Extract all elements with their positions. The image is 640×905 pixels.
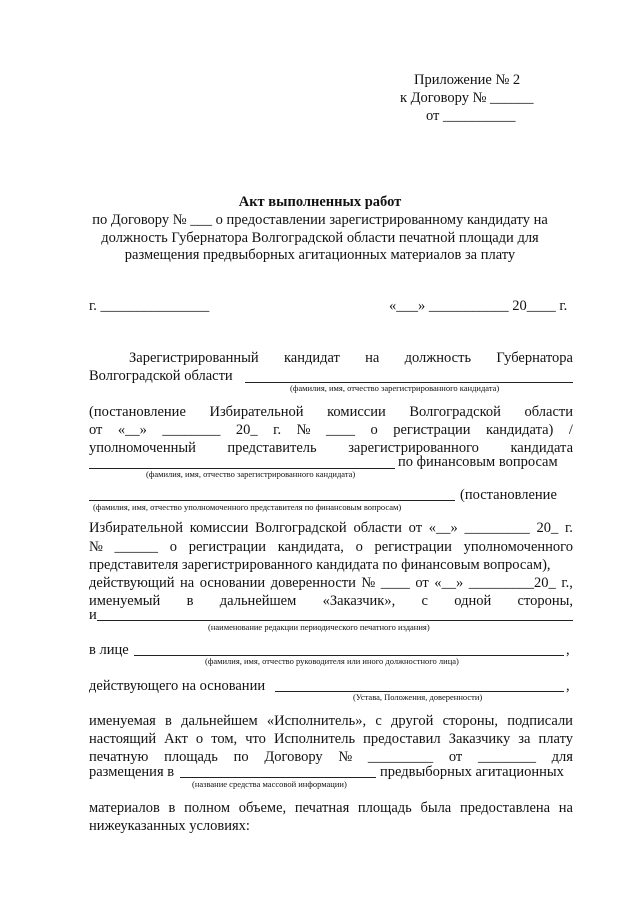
word: предоставил [363,731,441,747]
word: на [558,800,573,816]
word: о [195,731,204,747]
word: комиссии [189,520,249,536]
paragraph-1-line-1 [129,349,573,367]
word: в [165,713,172,729]
word: _________ [367,749,434,765]
word: ____ [325,422,355,438]
word: «Заказчик», [322,593,396,609]
paragraph-4-line-4a: размещения в [89,764,175,780]
word: том, [211,731,238,747]
word: области [353,520,402,536]
word: на [180,575,195,591]
word: ________ [162,422,221,438]
word: площадь [164,749,218,765]
media-outlet-line [180,777,376,778]
word: представитель [227,440,317,456]
word: (постановление [89,404,186,420]
word: № [361,575,376,591]
comma-1: , [566,642,570,658]
caption-candidate-name-2: (фамилия, имя, отчество зарегистрированного кандидата) [146,469,356,479]
caption-basis: (Устава, Положения, доверенности) [353,692,483,702]
word: на [365,350,380,366]
media-name-line [97,620,573,621]
word: _________ [464,520,530,536]
word: № [89,539,103,555]
act-subtitle-line-2: должность Губернатора Волгоградской области печатной площади для [101,230,539,246]
word: «__» [434,575,464,591]
paragraph-2-line-5: (постановление [460,487,557,503]
word: ____ [380,575,410,591]
in-person-label: в лице [89,642,129,658]
word: Избирательной [209,404,304,420]
paragraph-1-line-2: Волгоградской области [89,368,233,384]
word: от [89,422,103,438]
word: зарегистрированного [348,440,479,456]
caption-media-outlet: (название средства массовой информации) [192,779,347,789]
word: именуемая [89,713,156,729]
acting-basis-label: действующего на основании [89,678,266,694]
caption-head-name: (фамилия, имя, отчество руководителя или иного должностного лица) [205,656,459,666]
paragraph-3-line-5 [89,592,573,610]
word: что [245,731,266,747]
word: для [551,749,573,765]
word: № [338,749,353,765]
word: должность [404,350,472,366]
word: другой [391,713,434,729]
contract-reference: к Договору № ______ [400,90,534,106]
word: кандидата) [486,422,554,438]
word: была [420,800,452,816]
paragraph-3-line-2 [89,538,573,556]
paragraph-3-line-4 [89,574,573,592]
word: области [524,404,573,420]
word: кандидата [510,440,573,456]
word: печатную [89,749,149,765]
word: по [233,749,249,765]
act-date-field: «___» ___________ 20____ г. [389,298,568,314]
word: от [415,575,429,591]
word: Исполнитель [273,731,356,747]
word: печатная [294,800,350,816]
word: дальнейшем [181,713,258,729]
paragraph-4-line-4b: предвыборных агитационных [380,764,564,780]
word: одной [454,593,492,609]
word: от [408,520,423,536]
word: плату [538,731,573,747]
word: г. [273,422,282,438]
word: Волгоградской [409,404,501,420]
word: кандидат [283,350,340,366]
word: действующий [89,575,175,591]
word: _________20_ [468,575,556,591]
paragraph-4-line-2 [89,730,573,748]
paragraph-4-line-1 [89,712,573,730]
word: о [169,539,177,555]
act-subtitle-line-1: по Договору № ___ о предоставлении зарегистрированному кандидату на [92,212,548,228]
paragraph-2-line-2 [89,421,573,439]
word: с [421,593,428,609]
word: регистрации [188,539,267,555]
word: стороны, [517,593,573,609]
caption-candidate-name: (фамилия, имя, отчество зарегистрированного кандидата) [290,383,500,393]
word: настоящий [89,731,157,747]
word: «__» [117,422,147,438]
city-field: г. _______________ [89,298,210,314]
word: за [518,731,531,747]
comma-2: , [566,678,570,694]
word: предоставлена [459,800,551,816]
word: 20_ [235,422,258,438]
paragraph-2-line-1 [89,403,573,421]
word: о [355,539,363,555]
word: Избирательной [89,520,184,536]
word: о [370,422,378,438]
word: ______ [114,539,159,555]
word: дальнейшем [219,593,297,609]
contract-date-reference: от __________ [426,108,516,124]
word: в [186,593,194,609]
paragraph-5-line-2: нижеуказанных условиях: [89,818,250,834]
word: Губернатора [496,350,573,366]
word: г. [565,520,573,536]
paragraph-5-line-1 [89,799,573,817]
word: подписали [507,713,573,729]
word: ________ [477,749,536,765]
appendix-number: Приложение № 2 [414,72,521,88]
word: г., [561,575,573,591]
word: Волгоградской [255,520,347,536]
word: регистрации [393,422,471,438]
caption-media-name: (наименование редакции периодического печатного издания) [208,622,430,632]
word: материалов [89,800,160,816]
word: комиссии [327,404,386,420]
paragraph-3-line-3: представителя зарегистрированного кандидата по финансовым вопросам), [89,557,551,573]
word: регистрации [374,539,452,555]
word: в [168,800,176,816]
word: уполномоченный [89,440,196,456]
paragraph-3-line-6: и [89,607,97,623]
word: Договору [264,749,323,765]
word: именуемый [89,593,161,609]
paragraph-2-line-4: по финансовым вопросам [398,454,558,470]
word: уполномоченного [463,539,573,555]
word: стороны, [442,713,499,729]
word: кандидата, [277,539,344,555]
word: основании [199,575,266,591]
word: площадь [357,800,412,816]
word: с [375,713,382,729]
word: «__» [428,520,458,536]
paragraph-3-line-1 [89,519,573,537]
representative-name-line [89,500,455,501]
word: 20_ [536,520,559,536]
act-subtitle-line-3: размещения предвыборных агитационных материалов за плату [124,247,516,263]
word: № [296,422,311,438]
word: Акт [164,731,188,747]
word: полном [184,800,231,816]
caption-representative: (фамилия, имя, отчество уполномоченного представителя по финансовым вопросам) [93,502,402,512]
word: от [448,749,463,765]
act-title: Акт выполненных работ [238,194,402,210]
word: объеме, [238,800,287,816]
word: Заказчику [448,731,511,747]
word: «Исполнитель», [266,713,367,729]
word: Зарегистрированный [129,350,259,366]
word: доверенности [270,575,356,591]
word: / [568,422,573,438]
